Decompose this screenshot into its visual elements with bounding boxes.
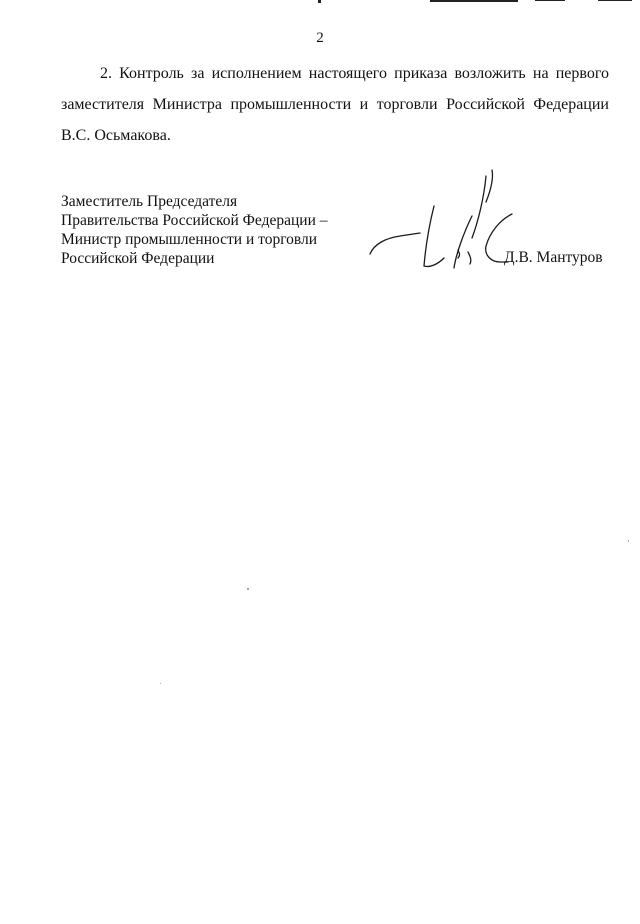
scan-edge-mark bbox=[535, 0, 565, 1]
scan-speck bbox=[628, 540, 629, 542]
scan-speck bbox=[247, 588, 249, 590]
signatory-title-line: Заместитель Председателя bbox=[61, 193, 238, 210]
signatory-title-line: Министр промышленности и торговли bbox=[61, 231, 318, 248]
document-body bbox=[61, 58, 609, 151]
signatory-title-line: Правительства Российской Федерации – bbox=[61, 212, 328, 229]
signatory-title bbox=[61, 192, 361, 268]
handwritten-signature bbox=[360, 158, 520, 278]
signer-name: Д.В. Мантуров bbox=[504, 249, 603, 266]
order-paragraph: 2. Контроль за исполнением настоящего приказа возложить на первого заместителя Министра промышленности и торговли Российской Федерации В.С. Осьмакова. bbox=[61, 65, 609, 144]
scan-speck bbox=[160, 683, 161, 684]
scan-edge-mark bbox=[318, 0, 321, 3]
scan-edge-mark bbox=[430, 0, 518, 2]
scan-edge-mark bbox=[598, 0, 632, 1]
signatory-title-line: Российской Федерации bbox=[61, 250, 215, 267]
page-number: 2 bbox=[316, 30, 324, 46]
